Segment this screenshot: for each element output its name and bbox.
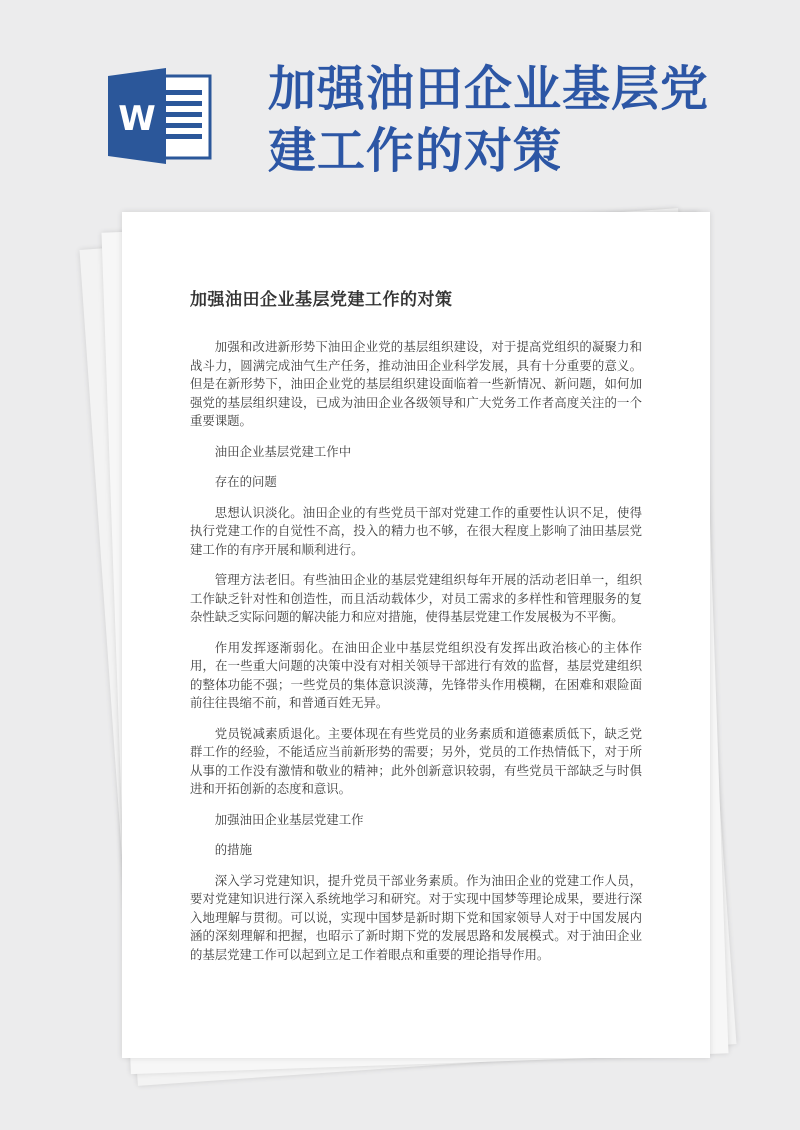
paragraph-intro: 加强和改进新形势下油田企业党的基层组织建设，对于提高党组织的凝聚力和战斗力，圆满完成油气生产任务，推动油田企业科学发展，具有十分重要的意义。但是在新形势下，油田企业党的基层组织建设面临着一些新情况、新问题，如何加强党的基层组织建设，已成为油田企业各级领导和广大党务工作者高度关注的一个重要课题。 — [190, 339, 642, 428]
paragraph-management: 管理方法老旧。有些油田企业的基层党建组织每年开展的活动老旧单一，组织工作缺乏针对性和创造性，而且活动载体少，对员工需求的多样性和管理服务的复杂性缺乏实际问题的解决能力和应对措施，使得基层党建工作发展极为不平衡。 — [190, 572, 642, 624]
word-icon-letter: W — [118, 99, 156, 139]
section-heading-problems-2: 存在的问题 — [214, 474, 277, 489]
section-heading-measures-2: 的措施 — [214, 842, 252, 857]
paragraph-role: 作用发挥逐渐弱化。在油田企业中基层党组织没有发挥出政治核心的主体作用，在一些重大问题的决策中没有对相关领导干部进行有效的监督，基层党建组织的整体功能不强；一些党员的集体意识淡薄，先锋带头作用模糊，在困难和艰险面前往往畏缩不前，和普通百姓无异。 — [190, 639, 642, 710]
paragraph-study: 深入学习党建知识，提升党员干部业务素质。作为油田企业的党建工作人员，要对党建知识进行深入系统地学习和研究。对于实现中国梦等理论成果，要进行深入地理解与贯彻。可以说，实现中国梦是新时期下党和国家领导人对于中国发展内涵的深刻理解和把握，也昭示了新时期下党的发展思路和发展模式。对于油田企业的基层党建工作可以起到立足工作着眼点和重要的理论指导作用。 — [190, 872, 642, 962]
page-title: 加强油田企业基层党建工作的对策 — [268, 61, 710, 179]
section-heading-measures-1: 加强油田企业基层党建工作 — [214, 811, 364, 827]
section-heading-problems-1: 油田企业基层党建工作中 — [214, 443, 352, 459]
document-body — [190, 285, 642, 976]
paragraph-members: 党员锐减素质退化。主要体现在有些党员的业务素质和道德素质低下，缺乏党群工作的经验，不能适应当前新形势的需要；另外，党员的工作热情低下，对于所从事的工作没有激情和敬业的精神；此外创新意识较弱，有些党员干部缺乏与时俱进和开拓创新的态度和意识。 — [190, 725, 642, 796]
paragraph-thinking: 思想认识淡化。油田企业的有些党员干部对党建工作的重要性认识不足，使得执行党建工作的自觉性不高，投入的精力也不够，在很大程度上影响了油田基层党建工作的有序开展和顺利进行。 — [190, 504, 642, 557]
document-title: 加强油田企业基层党建工作的对策 — [190, 290, 453, 310]
